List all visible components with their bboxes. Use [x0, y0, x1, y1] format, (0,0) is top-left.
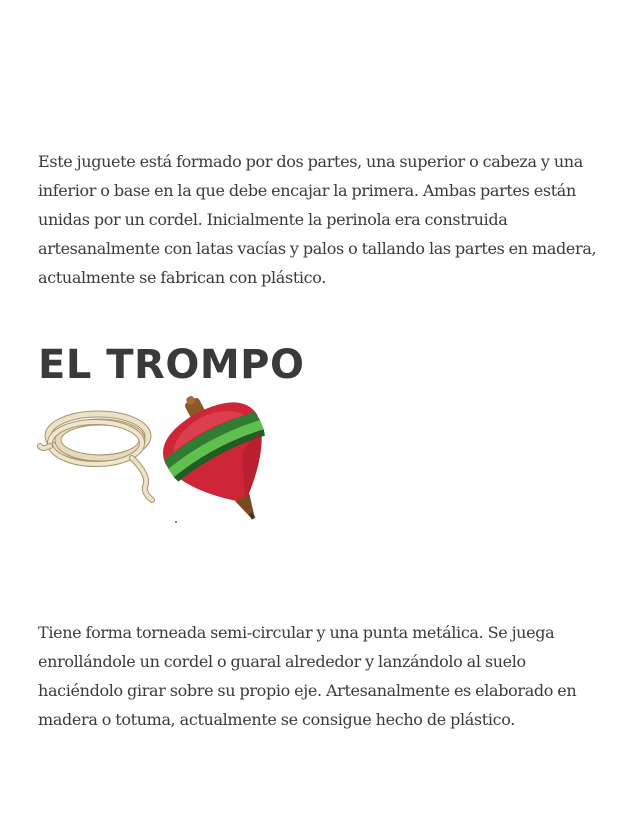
- spinning-top-with-rope-icon: [36, 388, 296, 528]
- perinola-description: Este juguete está formado por dos partes, una superior o cabeza y una inferior o base en la que debe encajar la primera. Ambas partes están unidas por un cordel. Inicialmente la perinola era construida artesanalmente con latas vacías y palos o tallando las partes en madera, actualmente se fabrican con plástico.: [38, 152, 597, 287]
- trompo-description: Tiene forma torneada semi-circular y una punta metálica. Se juega enrollándole un cordel o guaral alrededor y lanzándolo al suelo haciéndolo girar sobre su propio eje. Artesanalmente es elaborado en madera o totuma, actualmente se consigue hecho de plástico.: [38, 623, 577, 729]
- rope-icon: [40, 414, 152, 500]
- section-heading-el-trompo: EL TROMPO: [38, 342, 305, 388]
- spinning-top-illustration: [36, 388, 296, 528]
- spinning-top-icon: [143, 388, 296, 528]
